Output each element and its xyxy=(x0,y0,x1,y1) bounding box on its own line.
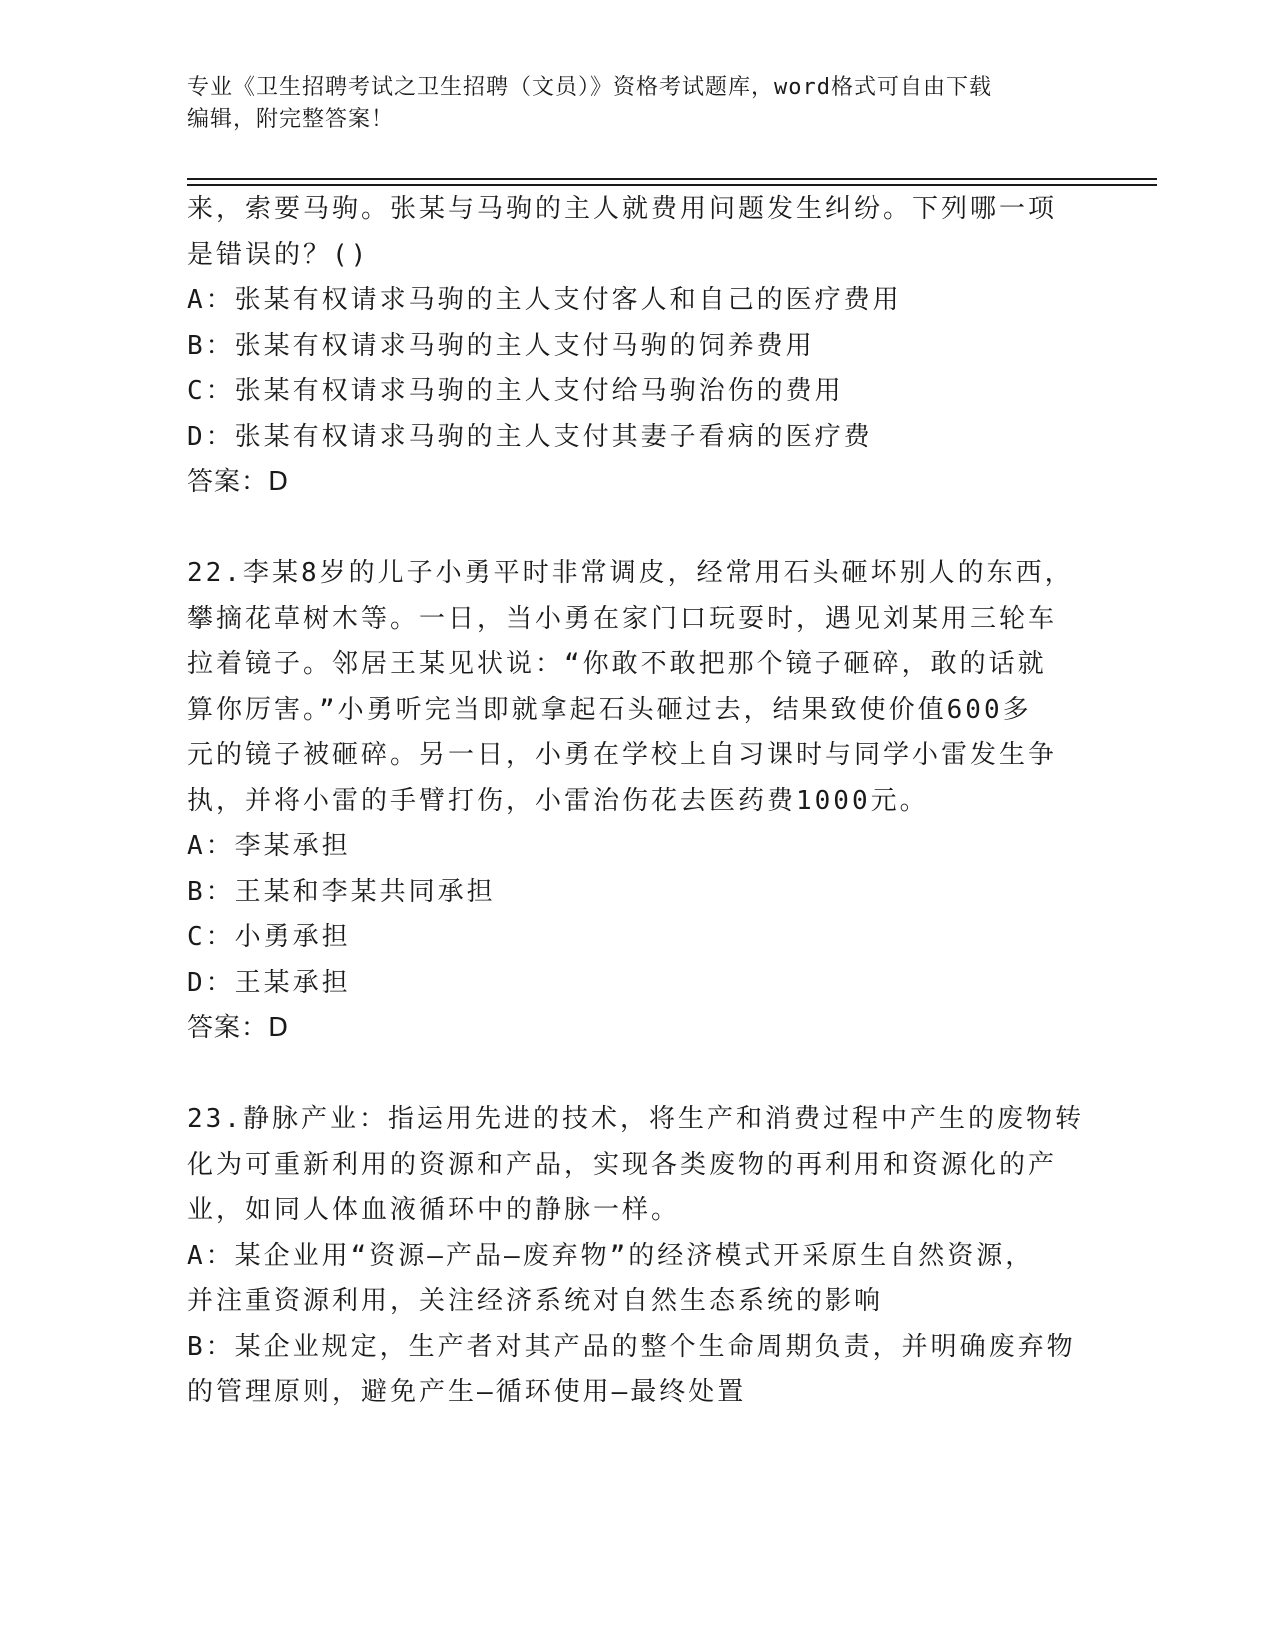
question-stem-line: 攀摘花草树木等。一日，当小勇在家门口玩耍时，遇见刘某用三轮车 xyxy=(187,603,1058,634)
question-stem-line: 执，并将小雷的手臂打伤，小雷治伤花去医药费1000元。 xyxy=(187,785,929,816)
header-line: 专业《卫生招聘考试之卫生招聘（文员）》资格考试题库，word格式可自由下载 xyxy=(187,75,992,100)
option-c: C：张某有权请求马驹的主人支付给马驹治伤的费用 xyxy=(187,376,844,406)
header-divider xyxy=(187,184,1157,186)
spacer xyxy=(187,1052,1087,1098)
question-content xyxy=(187,187,1087,1416)
option-a: A：某企业用“资源—产品—废弃物”的经济模式开采原生自然资源， xyxy=(187,1240,1035,1271)
answer-line: 答案：D xyxy=(187,467,290,497)
option-c: C：小勇承担 xyxy=(187,922,351,952)
question-stem-line: 化为可重新利用的资源和产品，实现各类废物的再利用和资源化的产 xyxy=(187,1149,1058,1180)
option-b: B：张某有权请求马驹的主人支付马驹的饲养费用 xyxy=(187,330,815,361)
question-stem-line: 22.李某8岁的儿子小勇平时非常调皮，经常用石头砸坏别人的东西， xyxy=(187,558,1074,588)
question-stem-line: 业，如同人体血液循环中的静脉一样。 xyxy=(187,1195,681,1225)
option-d: D：张某有权请求马驹的主人支付其妻子看病的医疗费 xyxy=(187,421,873,452)
answer-line: 答案：D xyxy=(187,1013,290,1043)
question-stem-line: 来，索要马驹。张某与马驹的主人就费用问题发生纠纷。下列哪一项 xyxy=(187,194,1058,224)
document-header xyxy=(187,72,1087,136)
option-d: D：王某承担 xyxy=(187,967,351,998)
option-a: A：张某有权请求马驹的主人支付客人和自己的医疗费用 xyxy=(187,285,902,315)
header-line: 编辑，附完整答案！ xyxy=(187,107,395,132)
option-a: A：李某承担 xyxy=(187,831,351,861)
spacer xyxy=(187,506,1087,552)
option-b: B：王某和李某共同承担 xyxy=(187,876,496,907)
question-stem-line: 算你厉害。”小勇听完当即就拿起石头砸过去，结果致使价值600多 xyxy=(187,694,1032,725)
question-22 xyxy=(187,551,1087,1052)
question-stem-line: 元的镜子被砸碎。另一日，小勇在学校上自习课时与同学小雷发生争 xyxy=(187,740,1058,770)
option-b-continued: 的管理原则，避免产生—循环使用—最终处置 xyxy=(187,1377,747,1407)
header-divider xyxy=(187,178,1157,180)
question-stem-line: 23.静脉产业：指运用先进的技术，将生产和消费过程中产生的废物转 xyxy=(187,1104,1084,1134)
option-b: B：某企业规定，生产者对其产品的整个生命周期负责，并明确废弃物 xyxy=(187,1331,1076,1362)
question-stem-line: 是错误的？() xyxy=(187,239,370,270)
question-21 xyxy=(187,187,1087,506)
question-23 xyxy=(187,1097,1087,1416)
question-stem-line: 拉着镜子。邻居王某见状说：“你敢不敢把那个镜子砸碎，敢的话就 xyxy=(187,649,1047,679)
option-a-continued: 并注重资源利用，关注经济系统对自然生态系统的影响 xyxy=(187,1286,884,1316)
